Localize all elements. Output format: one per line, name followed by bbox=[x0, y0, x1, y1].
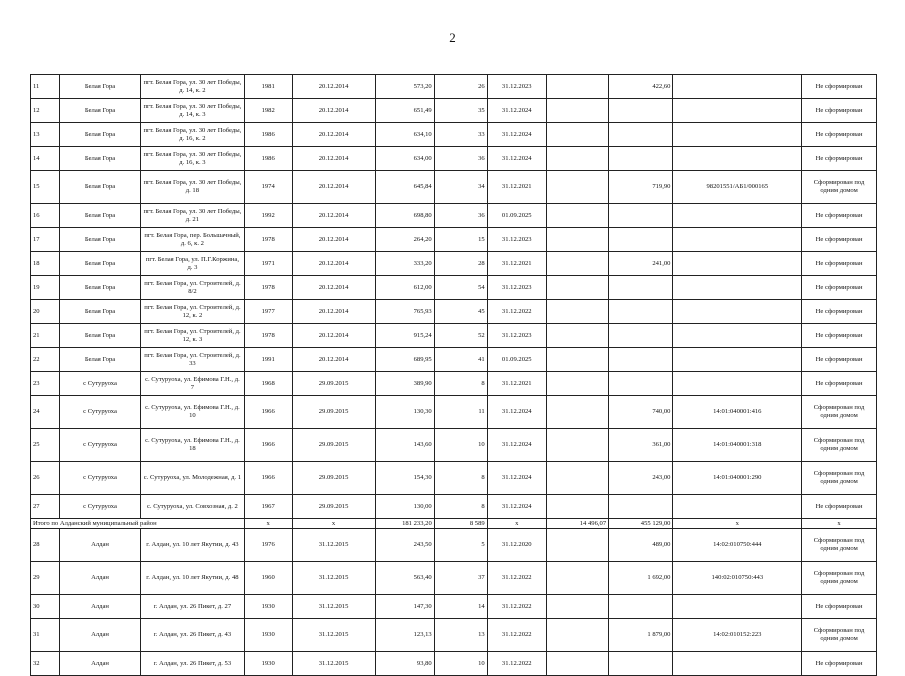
cell-locality: Белая Гора bbox=[60, 324, 141, 348]
table-row bbox=[31, 462, 877, 495]
cell-area-extra bbox=[546, 595, 608, 619]
cell-land-status: Не сформирован bbox=[802, 595, 877, 619]
cell-address: пгт. Белая Гора, ул. 30 лет Победы, д. 16, к. 3 bbox=[141, 147, 245, 171]
cell-residents: 8 bbox=[434, 495, 487, 519]
cell-land-status: Сформирован под одним домом bbox=[802, 529, 877, 562]
cell-resettlement-deadline: 31.12.2024 bbox=[487, 123, 546, 147]
total-cell: x bbox=[673, 519, 802, 529]
cell-locality: Белая Гора bbox=[60, 171, 141, 204]
table-row bbox=[31, 595, 877, 619]
cell-land-status: Не сформирован bbox=[802, 204, 877, 228]
cell-cadastral-number bbox=[673, 372, 802, 396]
cell-area: 634,10 bbox=[375, 123, 434, 147]
cell-land-area bbox=[609, 595, 673, 619]
cell-land-status: Не сформирован bbox=[802, 372, 877, 396]
cell-residents: 15 bbox=[434, 228, 487, 252]
cell-inclusion-date: 20.12.2014 bbox=[292, 348, 375, 372]
cell-area-extra bbox=[546, 529, 608, 562]
table-row bbox=[31, 495, 877, 519]
cell-year-built: 1981 bbox=[244, 75, 292, 99]
cell-area-extra bbox=[546, 562, 608, 595]
cell-land-area bbox=[609, 276, 673, 300]
table-row bbox=[31, 324, 877, 348]
cell-area: 130,30 bbox=[375, 396, 434, 429]
cell-resettlement-deadline: 31.12.2024 bbox=[487, 99, 546, 123]
cell-address: с. Сутуруоха, ул. Совхозная, д. 2 bbox=[141, 495, 245, 519]
cell-address: с. Сутуруоха, ул. Ефимова Г.Н., д. 18 bbox=[141, 429, 245, 462]
cell-land-area bbox=[609, 99, 673, 123]
table-row bbox=[31, 429, 877, 462]
cell-land-status: Сформирован под одним домом bbox=[802, 462, 877, 495]
table-row bbox=[31, 99, 877, 123]
cell-area-extra bbox=[546, 171, 608, 204]
cell-row-number: 29 bbox=[31, 562, 60, 595]
cell-area: 130,00 bbox=[375, 495, 434, 519]
cell-area: 143,60 bbox=[375, 429, 434, 462]
cell-cadastral-number: 14:02:010152:223 bbox=[673, 619, 802, 652]
cell-address: пгт. Белая Гора, ул. 30 лет Победы, д. 18 bbox=[141, 171, 245, 204]
cell-row-number: 32 bbox=[31, 652, 60, 676]
cell-land-status: Сформирован под одним домом bbox=[802, 562, 877, 595]
cell-row-number: 30 bbox=[31, 595, 60, 619]
cell-resettlement-deadline: 31.12.2024 bbox=[487, 147, 546, 171]
cell-inclusion-date: 29.09.2015 bbox=[292, 495, 375, 519]
cell-year-built: 1992 bbox=[244, 204, 292, 228]
cell-cadastral-number bbox=[673, 276, 802, 300]
cell-land-area bbox=[609, 372, 673, 396]
total-cell: x bbox=[244, 519, 292, 529]
cell-row-number: 20 bbox=[31, 300, 60, 324]
cell-resettlement-deadline: 31.12.2022 bbox=[487, 595, 546, 619]
cell-area-extra bbox=[546, 204, 608, 228]
cell-cadastral-number bbox=[673, 228, 802, 252]
cell-locality: Белая Гора bbox=[60, 276, 141, 300]
cell-address: с. Сутуруоха, ул. Ефимова Г.Н., д. 7 bbox=[141, 372, 245, 396]
cell-resettlement-deadline: 31.12.2024 bbox=[487, 495, 546, 519]
cell-resettlement-deadline: 31.12.2020 bbox=[487, 529, 546, 562]
cell-inclusion-date: 20.12.2014 bbox=[292, 252, 375, 276]
cell-land-status: Не сформирован bbox=[802, 652, 877, 676]
cell-area-extra bbox=[546, 619, 608, 652]
cell-area: 689,95 bbox=[375, 348, 434, 372]
cell-land-status: Сформирован под одним домом bbox=[802, 171, 877, 204]
cell-area-extra bbox=[546, 228, 608, 252]
cell-locality: с Сутуруоха bbox=[60, 429, 141, 462]
total-cell: x bbox=[802, 519, 877, 529]
cell-cadastral-number bbox=[673, 252, 802, 276]
cell-row-number: 23 bbox=[31, 372, 60, 396]
cell-row-number: 26 bbox=[31, 462, 60, 495]
cell-year-built: 1930 bbox=[244, 619, 292, 652]
cell-land-status: Не сформирован bbox=[802, 228, 877, 252]
cell-area-extra bbox=[546, 123, 608, 147]
cell-row-number: 12 bbox=[31, 99, 60, 123]
cell-inclusion-date: 31.12.2015 bbox=[292, 652, 375, 676]
cell-locality: с Сутуруоха bbox=[60, 396, 141, 429]
cell-inclusion-date: 29.09.2015 bbox=[292, 462, 375, 495]
cell-land-status: Не сформирован bbox=[802, 300, 877, 324]
cell-inclusion-date: 31.12.2015 bbox=[292, 595, 375, 619]
cell-address: г. Алдан, ул. 26 Пикет, д. 53 bbox=[141, 652, 245, 676]
cell-locality: Белая Гора bbox=[60, 228, 141, 252]
cell-locality: с Сутуруоха bbox=[60, 462, 141, 495]
cell-year-built: 1976 bbox=[244, 529, 292, 562]
cell-cadastral-number: 14:01:040001:318 bbox=[673, 429, 802, 462]
table-row bbox=[31, 372, 877, 396]
table-row bbox=[31, 75, 877, 99]
cell-residents: 54 bbox=[434, 276, 487, 300]
cell-land-area bbox=[609, 123, 673, 147]
cell-area: 389,90 bbox=[375, 372, 434, 396]
cell-resettlement-deadline: 31.12.2022 bbox=[487, 300, 546, 324]
cell-residents: 52 bbox=[434, 324, 487, 348]
cell-land-status: Не сформирован bbox=[802, 147, 877, 171]
cell-residents: 10 bbox=[434, 429, 487, 462]
cell-residents: 36 bbox=[434, 147, 487, 171]
cell-area: 573,20 bbox=[375, 75, 434, 99]
cell-resettlement-deadline: 31.12.2024 bbox=[487, 429, 546, 462]
cell-residents: 35 bbox=[434, 99, 487, 123]
cell-land-area bbox=[609, 348, 673, 372]
cell-resettlement-deadline: 01.09.2025 bbox=[487, 348, 546, 372]
cell-residents: 41 bbox=[434, 348, 487, 372]
cell-inclusion-date: 20.12.2014 bbox=[292, 324, 375, 348]
cell-land-area: 243,00 bbox=[609, 462, 673, 495]
cell-area-extra bbox=[546, 99, 608, 123]
cell-area: 765,93 bbox=[375, 300, 434, 324]
cell-area: 93,80 bbox=[375, 652, 434, 676]
cell-area-extra bbox=[546, 147, 608, 171]
table-row bbox=[31, 619, 877, 652]
cell-locality: с Сутуруоха bbox=[60, 372, 141, 396]
cell-cadastral-number: 14:01:040001:416 bbox=[673, 396, 802, 429]
cell-address: пгт. Белая Гора, пер. Большачный, д. 6, к. 2 bbox=[141, 228, 245, 252]
total-row bbox=[31, 519, 877, 529]
cell-land-area bbox=[609, 324, 673, 348]
cell-land-status: Не сформирован bbox=[802, 495, 877, 519]
cell-area: 634,00 bbox=[375, 147, 434, 171]
cell-land-area: 361,00 bbox=[609, 429, 673, 462]
cell-year-built: 1966 bbox=[244, 462, 292, 495]
cell-area-extra bbox=[546, 324, 608, 348]
cell-residents: 13 bbox=[434, 619, 487, 652]
total-label: Итого по Алданский муниципальный район bbox=[31, 519, 245, 529]
cell-year-built: 1966 bbox=[244, 396, 292, 429]
cell-cadastral-number bbox=[673, 348, 802, 372]
table-row bbox=[31, 123, 877, 147]
cell-resettlement-deadline: 31.12.2024 bbox=[487, 462, 546, 495]
cell-row-number: 17 bbox=[31, 228, 60, 252]
cell-resettlement-deadline: 31.12.2023 bbox=[487, 324, 546, 348]
cell-residents: 33 bbox=[434, 123, 487, 147]
cell-year-built: 1960 bbox=[244, 562, 292, 595]
cell-land-status: Не сформирован bbox=[802, 348, 877, 372]
cell-inclusion-date: 29.09.2015 bbox=[292, 396, 375, 429]
cell-cadastral-number: 14:01:040001:290 bbox=[673, 462, 802, 495]
cell-address: г. Алдан, ул. 26 Пикет, д. 27 bbox=[141, 595, 245, 619]
cell-land-area: 740,00 bbox=[609, 396, 673, 429]
cell-cadastral-number bbox=[673, 652, 802, 676]
cell-residents: 5 bbox=[434, 529, 487, 562]
table-row bbox=[31, 252, 877, 276]
cell-land-status: Не сформирован bbox=[802, 324, 877, 348]
cell-land-status: Не сформирован bbox=[802, 276, 877, 300]
cell-year-built: 1966 bbox=[244, 429, 292, 462]
cell-row-number: 25 bbox=[31, 429, 60, 462]
cell-residents: 34 bbox=[434, 171, 487, 204]
cell-row-number: 22 bbox=[31, 348, 60, 372]
cell-cadastral-number bbox=[673, 300, 802, 324]
cell-area-extra bbox=[546, 276, 608, 300]
cell-land-area bbox=[609, 204, 673, 228]
cell-land-area: 489,00 bbox=[609, 529, 673, 562]
cell-year-built: 1978 bbox=[244, 276, 292, 300]
cell-row-number: 27 bbox=[31, 495, 60, 519]
cell-area-extra bbox=[546, 429, 608, 462]
cell-locality: с Сутуруоха bbox=[60, 495, 141, 519]
cell-year-built: 1967 bbox=[244, 495, 292, 519]
cell-row-number: 21 bbox=[31, 324, 60, 348]
cell-land-area bbox=[609, 495, 673, 519]
cell-cadastral-number bbox=[673, 147, 802, 171]
cell-area-extra bbox=[546, 252, 608, 276]
cell-cadastral-number bbox=[673, 204, 802, 228]
cell-land-area: 1 879,00 bbox=[609, 619, 673, 652]
cell-land-status: Не сформирован bbox=[802, 75, 877, 99]
cell-address: пгт. Белая Гора, ул. Строителей, д. 12, к. 2 bbox=[141, 300, 245, 324]
cell-year-built: 1978 bbox=[244, 324, 292, 348]
cell-row-number: 11 bbox=[31, 75, 60, 99]
cell-land-area: 241,00 bbox=[609, 252, 673, 276]
cell-locality: Белая Гора bbox=[60, 123, 141, 147]
table-row bbox=[31, 529, 877, 562]
total-cell: 455 129,00 bbox=[609, 519, 673, 529]
cell-locality: Белая Гора bbox=[60, 300, 141, 324]
cell-land-status: Не сформирован bbox=[802, 252, 877, 276]
table-row bbox=[31, 147, 877, 171]
table-row bbox=[31, 300, 877, 324]
table-row bbox=[31, 171, 877, 204]
cell-address: с. Сутуруоха, ул. Молодежная, д. 1 bbox=[141, 462, 245, 495]
table-row bbox=[31, 652, 877, 676]
cell-year-built: 1982 bbox=[244, 99, 292, 123]
cell-residents: 28 bbox=[434, 252, 487, 276]
cell-address: г. Алдан, ул. 10 лет Якутии, д. 43 bbox=[141, 529, 245, 562]
cell-inclusion-date: 29.09.2015 bbox=[292, 372, 375, 396]
cell-address: пгт. Белая Гора, ул. 30 лет Победы, д. 21 bbox=[141, 204, 245, 228]
total-cell: 8 589 bbox=[434, 519, 487, 529]
cell-locality: Алдан bbox=[60, 595, 141, 619]
cell-address: пгт. Белая Гора, ул. Строителей, д. 12, к. 3 bbox=[141, 324, 245, 348]
cell-resettlement-deadline: 31.12.2022 bbox=[487, 652, 546, 676]
cell-residents: 36 bbox=[434, 204, 487, 228]
housing-registry-table bbox=[30, 74, 877, 676]
cell-cadastral-number bbox=[673, 324, 802, 348]
cell-year-built: 1930 bbox=[244, 595, 292, 619]
cell-year-built: 1986 bbox=[244, 123, 292, 147]
cell-cadastral-number bbox=[673, 495, 802, 519]
cell-land-status: Сформирован под одним домом bbox=[802, 429, 877, 462]
cell-inclusion-date: 20.12.2014 bbox=[292, 123, 375, 147]
table-row bbox=[31, 276, 877, 300]
cell-inclusion-date: 20.12.2014 bbox=[292, 147, 375, 171]
cell-inclusion-date: 20.12.2014 bbox=[292, 99, 375, 123]
table-row bbox=[31, 228, 877, 252]
cell-cadastral-number bbox=[673, 123, 802, 147]
cell-resettlement-deadline: 31.12.2022 bbox=[487, 619, 546, 652]
cell-inclusion-date: 31.12.2015 bbox=[292, 529, 375, 562]
cell-residents: 8 bbox=[434, 462, 487, 495]
cell-year-built: 1977 bbox=[244, 300, 292, 324]
cell-year-built: 1978 bbox=[244, 228, 292, 252]
table-row bbox=[31, 204, 877, 228]
cell-cadastral-number bbox=[673, 75, 802, 99]
cell-year-built: 1968 bbox=[244, 372, 292, 396]
table-row bbox=[31, 396, 877, 429]
cell-resettlement-deadline: 01.09.2025 bbox=[487, 204, 546, 228]
cell-inclusion-date: 20.12.2014 bbox=[292, 171, 375, 204]
cell-resettlement-deadline: 31.12.2021 bbox=[487, 372, 546, 396]
cell-locality: Белая Гора bbox=[60, 204, 141, 228]
cell-address: пгт. Белая Гора, ул. 30 лет Победы, д. 14, к. 3 bbox=[141, 99, 245, 123]
cell-residents: 37 bbox=[434, 562, 487, 595]
cell-row-number: 19 bbox=[31, 276, 60, 300]
cell-land-status: Сформирован под одним домом bbox=[802, 619, 877, 652]
cell-inclusion-date: 31.12.2015 bbox=[292, 562, 375, 595]
cell-locality: Алдан bbox=[60, 652, 141, 676]
cell-locality: Белая Гора bbox=[60, 252, 141, 276]
cell-row-number: 14 bbox=[31, 147, 60, 171]
cell-address: пгт. Белая Гора, ул. 30 лет Победы, д. 16, к. 2 bbox=[141, 123, 245, 147]
cell-address: пгт. Белая Гора, ул. Строителей, д. 8/2 bbox=[141, 276, 245, 300]
cell-row-number: 18 bbox=[31, 252, 60, 276]
table-row bbox=[31, 348, 877, 372]
cell-locality: Белая Гора bbox=[60, 147, 141, 171]
total-cell: 181 233,20 bbox=[375, 519, 434, 529]
cell-address: пгт. Белая Гора, ул. 30 лет Победы, д. 14, к. 2 bbox=[141, 75, 245, 99]
total-cell: x bbox=[292, 519, 375, 529]
cell-residents: 45 bbox=[434, 300, 487, 324]
cell-resettlement-deadline: 31.12.2021 bbox=[487, 252, 546, 276]
cell-inclusion-date: 29.09.2015 bbox=[292, 429, 375, 462]
cell-address: г. Алдан, ул. 10 лет Якутии, д. 48 bbox=[141, 562, 245, 595]
cell-inclusion-date: 20.12.2014 bbox=[292, 75, 375, 99]
cell-year-built: 1974 bbox=[244, 171, 292, 204]
cell-residents: 8 bbox=[434, 372, 487, 396]
cell-resettlement-deadline: 31.12.2023 bbox=[487, 75, 546, 99]
cell-inclusion-date: 20.12.2014 bbox=[292, 204, 375, 228]
cell-cadastral-number bbox=[673, 99, 802, 123]
cell-area: 612,00 bbox=[375, 276, 434, 300]
cell-cadastral-number bbox=[673, 595, 802, 619]
cell-address: г. Алдан, ул. 26 Пикет, д. 43 bbox=[141, 619, 245, 652]
cell-locality: Алдан bbox=[60, 529, 141, 562]
cell-area: 264,20 bbox=[375, 228, 434, 252]
cell-row-number: 31 bbox=[31, 619, 60, 652]
cell-year-built: 1991 bbox=[244, 348, 292, 372]
cell-locality: Алдан bbox=[60, 619, 141, 652]
cell-area: 243,50 bbox=[375, 529, 434, 562]
cell-resettlement-deadline: 31.12.2021 bbox=[487, 171, 546, 204]
cell-land-area bbox=[609, 652, 673, 676]
cell-area-extra bbox=[546, 348, 608, 372]
cell-area: 154,30 bbox=[375, 462, 434, 495]
cell-inclusion-date: 20.12.2014 bbox=[292, 300, 375, 324]
cell-land-status: Сформирован под одним домом bbox=[802, 396, 877, 429]
cell-area: 147,30 bbox=[375, 595, 434, 619]
cell-row-number: 16 bbox=[31, 204, 60, 228]
cell-cadastral-number: 140:02:010750:443 bbox=[673, 562, 802, 595]
cell-inclusion-date: 20.12.2014 bbox=[292, 228, 375, 252]
cell-resettlement-deadline: 31.12.2023 bbox=[487, 228, 546, 252]
cell-area-extra bbox=[546, 652, 608, 676]
cell-row-number: 28 bbox=[31, 529, 60, 562]
cell-area: 123,13 bbox=[375, 619, 434, 652]
cell-cadastral-number: 14:02:010750:444 bbox=[673, 529, 802, 562]
page-number: 2 bbox=[449, 30, 456, 45]
cell-area: 698,80 bbox=[375, 204, 434, 228]
cell-address: пгт. Белая Гора, ул. П.Г.Коржина, д. 3 bbox=[141, 252, 245, 276]
cell-locality: Белая Гора bbox=[60, 75, 141, 99]
cell-area-extra bbox=[546, 75, 608, 99]
cell-area-extra bbox=[546, 495, 608, 519]
cell-cadastral-number: 98201551/АБ1/000165 bbox=[673, 171, 802, 204]
cell-address: с. Сутуруоха, ул. Ефимова Г.Н., д. 10 bbox=[141, 396, 245, 429]
cell-land-area bbox=[609, 147, 673, 171]
cell-row-number: 15 bbox=[31, 171, 60, 204]
cell-land-area: 1 692,00 bbox=[609, 562, 673, 595]
cell-resettlement-deadline: 31.12.2024 bbox=[487, 396, 546, 429]
cell-land-status: Не сформирован bbox=[802, 123, 877, 147]
cell-area: 651,49 bbox=[375, 99, 434, 123]
cell-area: 645,84 bbox=[375, 171, 434, 204]
cell-year-built: 1971 bbox=[244, 252, 292, 276]
cell-area-extra bbox=[546, 300, 608, 324]
cell-year-built: 1930 bbox=[244, 652, 292, 676]
cell-resettlement-deadline: 31.12.2022 bbox=[487, 562, 546, 595]
cell-area-extra bbox=[546, 396, 608, 429]
cell-locality: Алдан bbox=[60, 562, 141, 595]
cell-row-number: 24 bbox=[31, 396, 60, 429]
cell-area: 563,40 bbox=[375, 562, 434, 595]
total-cell: x bbox=[487, 519, 546, 529]
cell-land-area bbox=[609, 228, 673, 252]
cell-year-built: 1986 bbox=[244, 147, 292, 171]
cell-inclusion-date: 20.12.2014 bbox=[292, 276, 375, 300]
cell-locality: Белая Гора bbox=[60, 99, 141, 123]
cell-land-status: Не сформирован bbox=[802, 99, 877, 123]
cell-row-number: 13 bbox=[31, 123, 60, 147]
total-cell: 14 496,07 bbox=[546, 519, 608, 529]
cell-residents: 11 bbox=[434, 396, 487, 429]
cell-area: 333,20 bbox=[375, 252, 434, 276]
cell-land-area: 719,90 bbox=[609, 171, 673, 204]
table-row bbox=[31, 562, 877, 595]
cell-residents: 10 bbox=[434, 652, 487, 676]
cell-resettlement-deadline: 31.12.2023 bbox=[487, 276, 546, 300]
cell-locality: Белая Гора bbox=[60, 348, 141, 372]
cell-area-extra bbox=[546, 372, 608, 396]
cell-area: 915,24 bbox=[375, 324, 434, 348]
cell-residents: 14 bbox=[434, 595, 487, 619]
cell-land-area: 422,60 bbox=[609, 75, 673, 99]
cell-address: пгт. Белая Гора, ул. Строителей, д. 33 bbox=[141, 348, 245, 372]
cell-inclusion-date: 31.12.2015 bbox=[292, 619, 375, 652]
cell-area-extra bbox=[546, 462, 608, 495]
cell-land-area bbox=[609, 300, 673, 324]
cell-residents: 26 bbox=[434, 75, 487, 99]
